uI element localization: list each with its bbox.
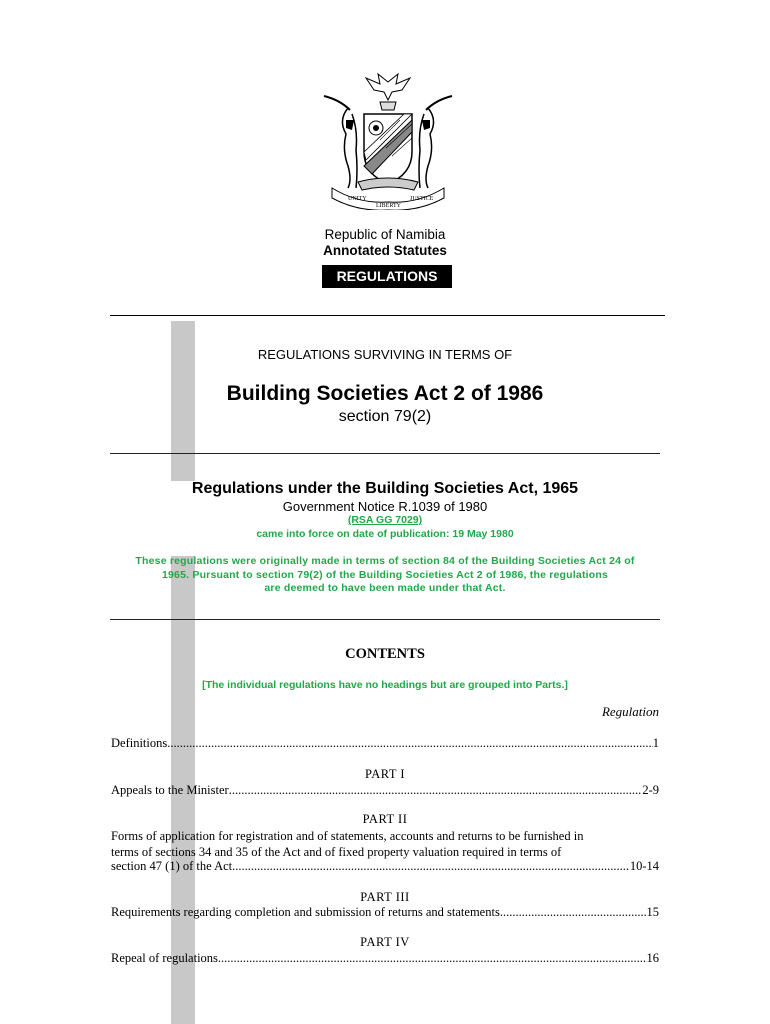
coat-of-arms-icon <box>318 70 458 210</box>
part-heading: PART II <box>362 812 408 826</box>
republic-label: Republic of Namibia <box>324 227 446 242</box>
toc-page: 2-9 <box>642 783 659 797</box>
government-notice: Government Notice R.1039 of 1980 <box>282 499 488 514</box>
toc-text-line: terms of sections 34 and 35 of the Act and of fixed property valuation required in terms of <box>111 845 562 859</box>
toc-page: 10-14 <box>629 859 659 873</box>
regulations-badge: REGULATIONS <box>322 265 452 288</box>
divider <box>110 619 660 620</box>
leader-dots <box>500 905 647 920</box>
toc-page: 15 <box>646 905 659 919</box>
toc-label: Repeal of regulations <box>111 951 218 965</box>
part-heading: PART IV <box>360 935 410 949</box>
toc-page: 16 <box>646 951 659 965</box>
svg-text:UNITY: UNITY <box>348 196 367 202</box>
section-label: section 79(2) <box>338 408 432 425</box>
toc-label: Appeals to the Minister <box>111 783 229 797</box>
in-force-text: came into force on date of publication: 19 May 1980 <box>256 528 514 540</box>
annotated-statutes-label: Annotated Statutes <box>323 243 447 258</box>
gazette-link[interactable]: (RSA GG 7029) <box>347 514 423 526</box>
part-heading: PART III <box>360 890 410 904</box>
leader-dots <box>229 783 643 798</box>
toc-label: section 47 (1) of the Act <box>111 859 233 873</box>
contents-note: [The individual regulations have no headings but are grouped into Parts.] <box>202 679 568 691</box>
toc-entry-definitions[interactable] <box>111 736 659 751</box>
regulation-title: Regulations under the Building Societies Act, 1965 <box>191 480 579 497</box>
toc-label: Definitions <box>111 736 168 750</box>
toc-entry-part2[interactable] <box>111 859 659 874</box>
svg-text:LIBERTY: LIBERTY <box>376 203 401 209</box>
act-title: Building Societies Act 2 of 1986 <box>226 382 544 405</box>
part-heading: PART I <box>364 767 406 781</box>
regulation-column-label: Regulation <box>601 704 659 719</box>
note-line: 1965. Pursuant to section 79(2) of the Building Societies Act 2 of 1986, the regulations <box>161 569 609 581</box>
note-line: are deemed to have been made under that Act. <box>264 582 506 594</box>
toc-entry-part3[interactable] <box>111 905 659 920</box>
toc-page: 1 <box>652 736 659 750</box>
contents-heading: CONTENTS <box>345 646 425 662</box>
leader-dots <box>232 859 630 874</box>
divider <box>110 315 665 316</box>
toc-text-line: Forms of application for registration and of statements, accounts and returns to be furnished in <box>111 829 584 843</box>
divider <box>110 453 660 454</box>
toc-entry-part1[interactable] <box>111 783 659 798</box>
note-line: These regulations were originally made in terms of section 84 of the Building Societies Act 24 of <box>135 555 635 567</box>
toc-entry-part4[interactable] <box>111 951 659 966</box>
leader-dots <box>218 951 647 966</box>
svg-text:JUSTICE: JUSTICE <box>410 196 434 202</box>
toc-label: Requirements regarding completion and submission of returns and statements <box>111 905 500 919</box>
leader-dots <box>167 736 653 751</box>
intro-text: REGULATIONS SURVIVING IN TERMS OF <box>257 347 513 362</box>
